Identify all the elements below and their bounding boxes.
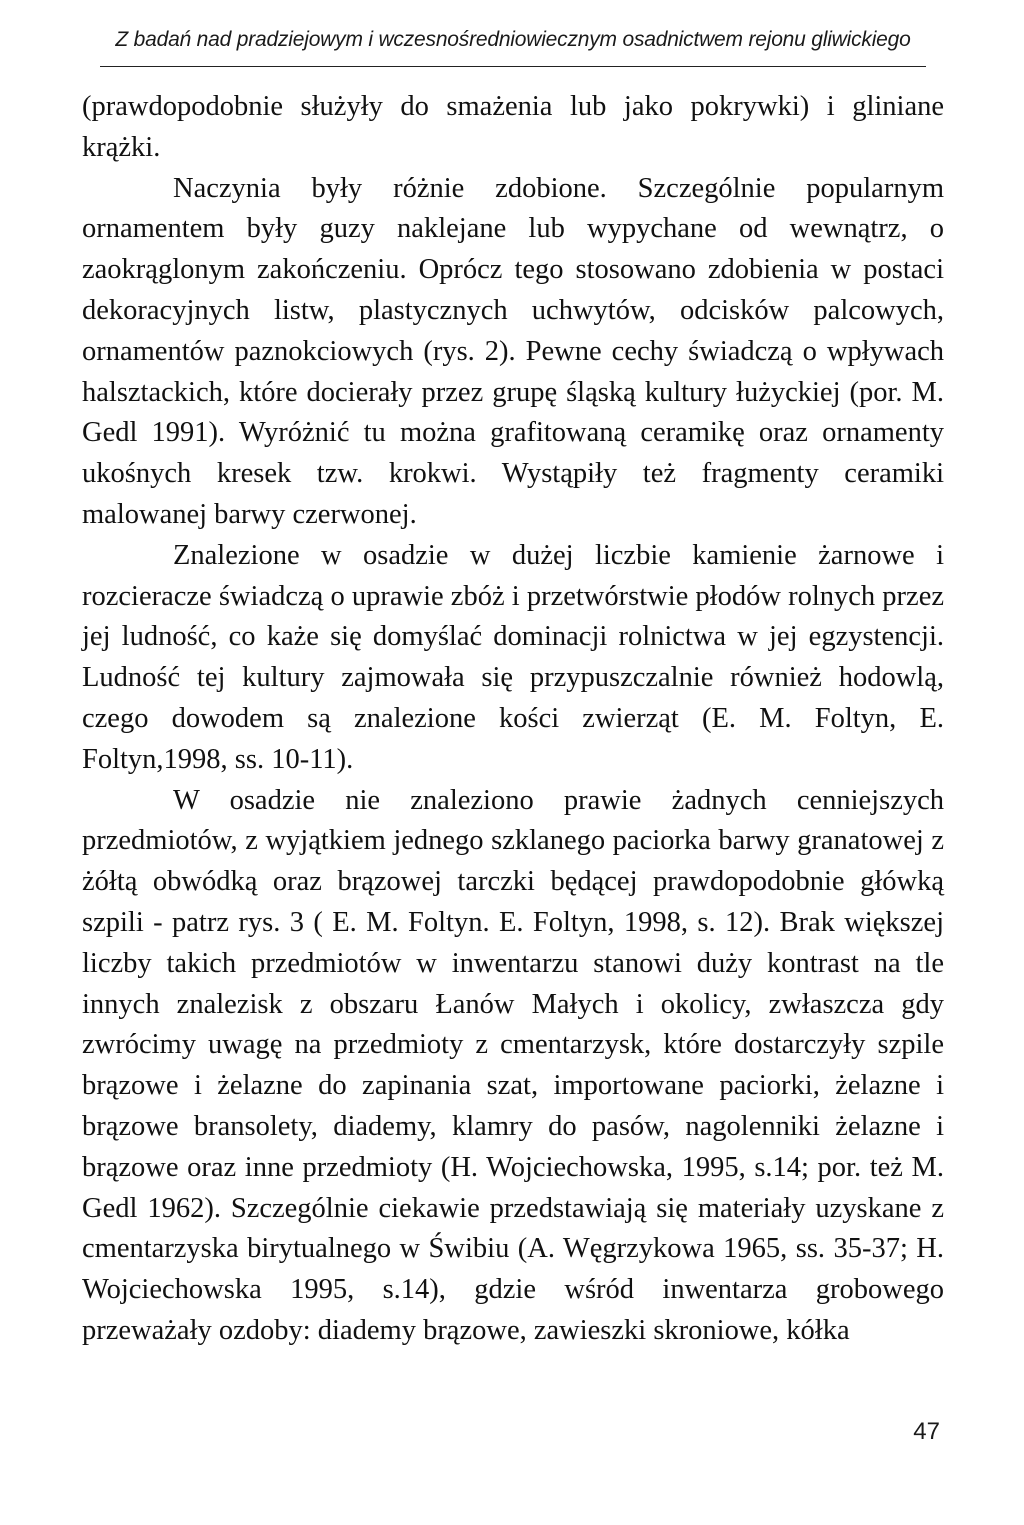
paragraph-continuation: (prawdopodobnie służyły do smażenia lub jako pokrywki) i gliniane krążki. bbox=[82, 91, 944, 163]
paragraph-ornaments: Naczynia były różnie zdobione. Szczególnie popularnym ornamentem były guzy naklejane lub wypychane od wewnątrz, o zaokrąglonym zakończeniu. Oprócz tego stosowano zdobienia w postaci dekoracyjnych listw, plastycznych uchwytów, odcisków palcowych, ornamentów paznokciowych (rys. 2). Pewne cechy świadczą o wpływach halsztackich, które docierały przez grupę śląską kultury łużyckiej (por. M. Gedl 1991). Wyróżnić tu można grafitowaną ceramikę oraz ornamenty ukośnych kresek tzw. krokwi. Wystąpiły też fragmenty ceramiki malowanej barwy czerwonej. bbox=[82, 172, 944, 530]
page-number: 47 bbox=[913, 1418, 940, 1445]
paragraph-artifacts: W osadzie nie znaleziono prawie żadnych cenniejszych przedmiotów, z wyjątkiem jednego szklanego paciorka barwy granatowej z żółtą obwódką oraz brązowej tarczki będącej prawdopodobnie główką szpili - patrz rys. 3 ( E. M. Foltyn. E. Foltyn, 1998, s. 12). Brak większej liczby takich przedmiotów w inwentarzu stanowi duży kontrast na tle innych znalezisk z obszaru Łanów Małych i okolicy, zwłaszcza gdy zwrócimy uwagę na przedmioty z cmentarzysk, które dostarczyły szpile brązowe i żelazne do zapinania szat, importowane paciorki, żelazne i brązowe bransolety, diademy, klamry do pasów, nagolenniki żelazne i brązowe oraz inne przedmioty (H. Wojciechowska, 1995, s.14; por. też M. Gedl 1962). Szczególnie ciekawie przedstawiają się materiały uzyskane z cmentarzyska birytualnego w Świbiu (A. Węgrzykowa 1965, ss. 35-37; H. Wojciechowska 1995, s.14), gdzie wśród inwentarza grobowego przeważały ozdoby: diademy brązowe, zawieszki skroniowe, kółka bbox=[82, 784, 944, 1346]
body-text bbox=[82, 87, 944, 1352]
page bbox=[82, 28, 944, 1352]
header-rule bbox=[100, 66, 926, 67]
paragraph-agriculture: Znalezione w osadzie w dużej liczbie kamienie żarnowe i rozcieracze świadczą o uprawie zbóż i przetwórstwie płodów rolnych przez jej ludność, co każe się domyślać dominacji rolnictwa w jej egzystencji. Ludność tej kultury zajmowała się przypuszczalnie również hodowlą, czego dowodem są znalezione kości zwierząt (E. M. Foltyn, E. Foltyn,1998, ss. 10-11). bbox=[82, 539, 944, 775]
running-header: Z badań nad pradziejowym i wczesnośredniowiecznym osadnictwem rejonu gliwickiego bbox=[115, 28, 911, 51]
